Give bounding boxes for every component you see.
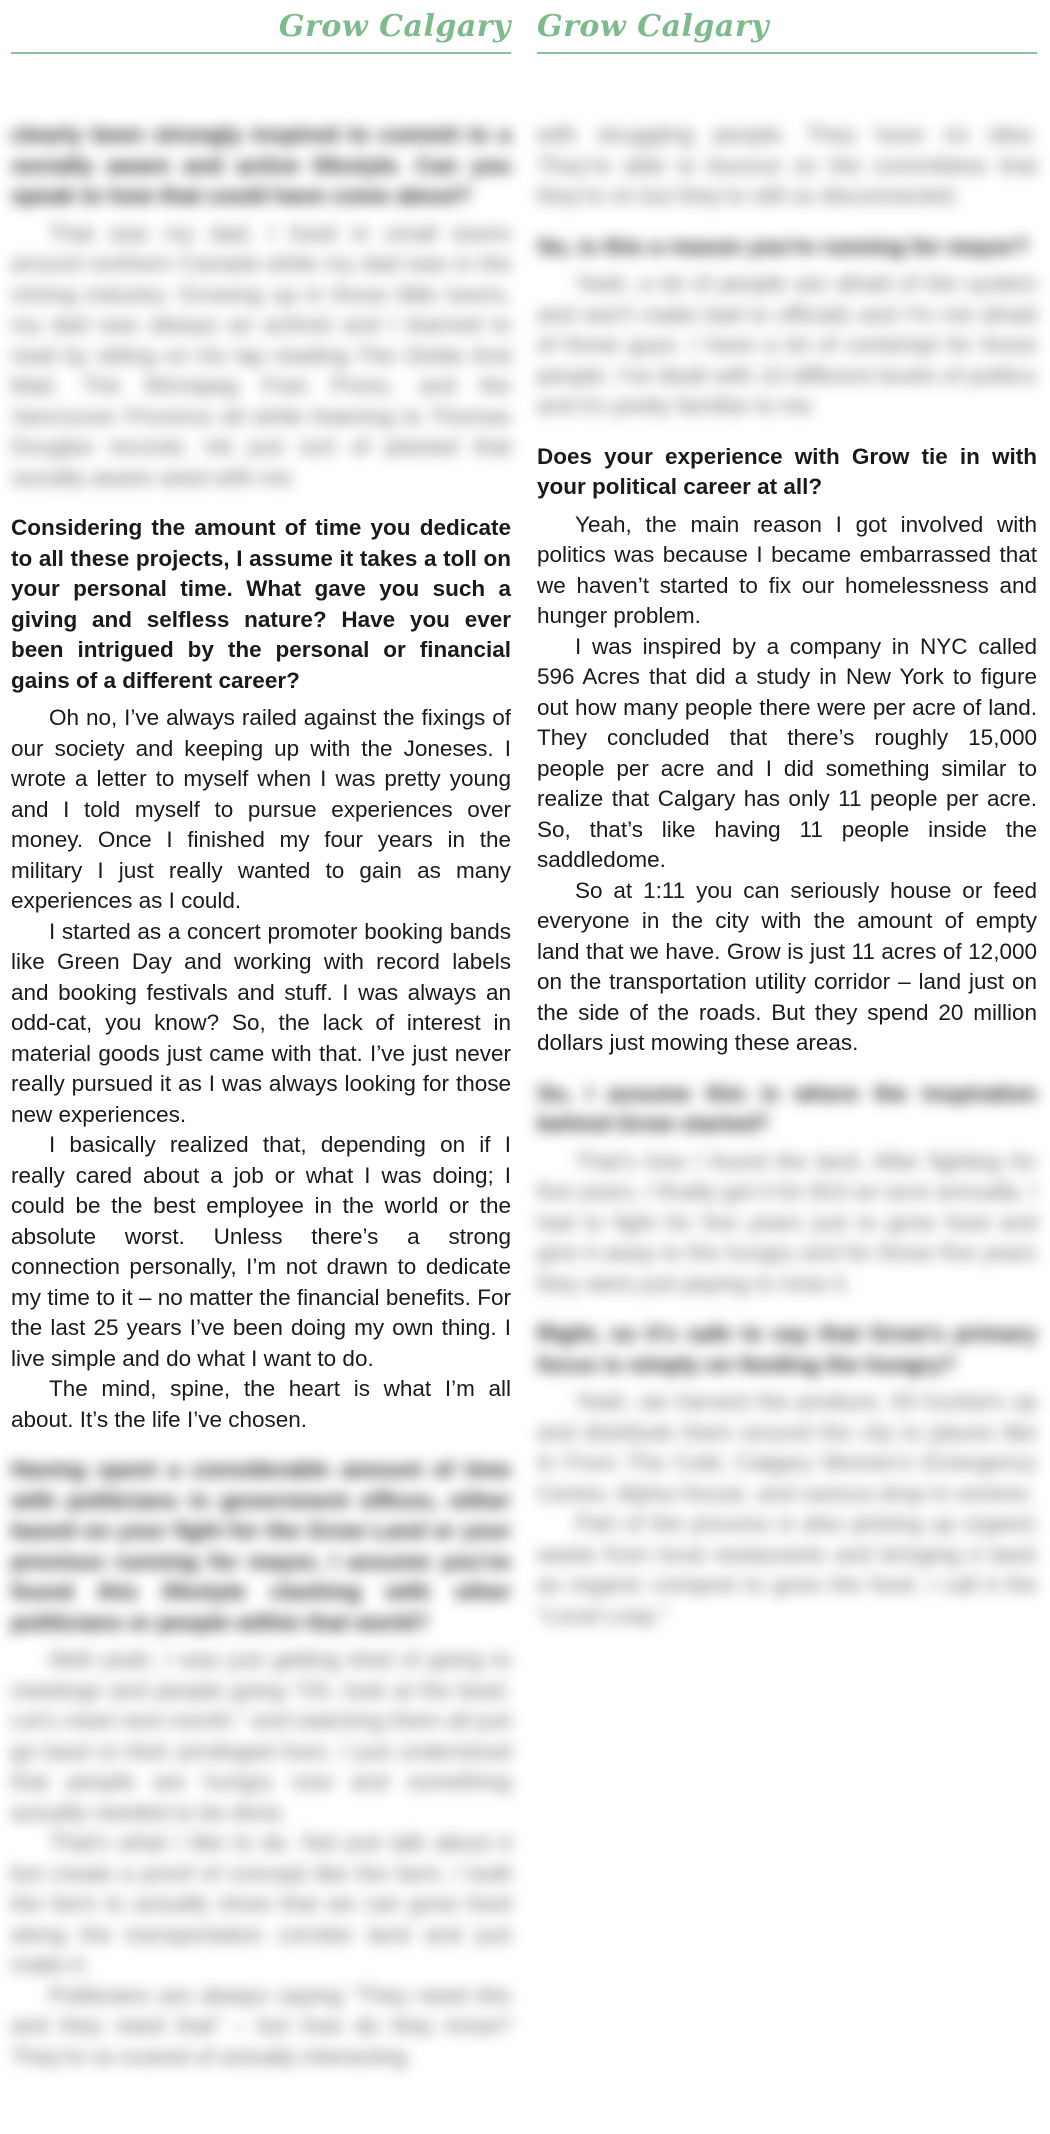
left-column: [11, 0, 511, 2072]
answer-paragraph: Oh no, I’ve always railed against the fixings of our society and keeping up with the Joneses. I wrote a letter to myself when I was pretty young and I told myself to pursue experiences over money. Once I finished my four years in the military I just really wanted to gain as many experiences as I could.: [11, 705, 511, 913]
answer-paragraph-blurred: That's what I like to do. Not just talk about it but create a proof of concept like the farm. I built the farm to actually show that we can grow food along the transportation corridor land and just make it.: [11, 1830, 511, 1977]
answer-paragraph-blurred: That was my dad, I lived in small towns around northern Canada while my dad was in the mining industry. Growing up in those little towns, my dad was always an activist and I learned to read by sitting on his lap reading The Globe And Mail, The Winnipeg Free Press, and the Vancouver Province all while listening to Thomas Douglas records. He just sort of planted that socially aware seed with me.: [11, 220, 511, 490]
left-body: [11, 54, 511, 2072]
qa-section-personal-time: [11, 513, 511, 1435]
question-blurred: Right, so it's safe to say that Grow's primary focus is simply on feeding the hungry?: [537, 1321, 1037, 1377]
answer-paragraph: I basically realized that, depending on if I really cared about a job or what I was doing; I could be the best employee in the world or the absolute worst. Unless there’s a strong connection personally, I’m not drawn to dedicate my time to it – no matter the financial benefits. For the last 25 years I’ve been doing my own thing. I live simple and do what I want to do.: [11, 1132, 511, 1371]
question-political-career: Does your experience with Grow tie in with your political career at all?: [537, 443, 1037, 499]
answer-paragraph: Yeah, the main reason I got involved with politics was because I became embarrassed that we haven’t started to fix our homelessness and hunger problem.: [537, 511, 1037, 628]
question-blurred: Having spent a considerable amount of time with politicians in government offices, either based on your fight for the Grow Land or your previous running for mayor, I assume you've found this lifestyle clashing with other politicians or people within that world?: [11, 1457, 511, 1635]
right-column: [537, 0, 1037, 1631]
page-header-right: [537, 0, 1037, 54]
header-title-left: Grow Calgary: [278, 9, 511, 44]
answer-paragraph: I started as a concert promoter booking bands like Green Day and working with record labels and booking festivals and stuff. I was always an odd-cat, you know? So, the lack of interest in material goods just came with that. I’ve just never really pursued it as I was always looking for those new experiences.: [11, 918, 511, 1127]
answer-paragraph-blurred: Yeah, a lot of people are afraid of the system and won't make bad to officials and I'm not afraid of those guys. I have a lot of contempt for those people. I've dealt with 10 different levels of politics and it's pretty familiar to me.: [537, 271, 1037, 418]
question-blurred: So, I assume this is where the inspiration behind Grow started?: [537, 1080, 1037, 1136]
answer-paragraph: I was inspired by a company in NYC called 596 Acres that did a study in New York to figure out how many people there were per acre of land. They concluded that there’s roughly 15,000 people per acre and I did something similar to realize that Calgary has only 11 people per acre. So, that’s like having 11 people inside the saddledome.: [537, 633, 1037, 872]
blurred-section-top-right: [537, 120, 1037, 422]
answer-paragraph-blurred: Yeah, we harvest the produce, 50 truckers up and distribute them around the city to places like In From The Cold, Calgary Women's Emergency Centre, Alpha House, and various drop in centres.: [537, 1389, 1037, 1506]
blurred-section-top-left: [11, 120, 511, 493]
answer-paragraph-blurred: with struggling people. They have no idea. They're able to bounce on the committees that they're on but they're still so disconnected.: [537, 122, 1037, 208]
page-header-left: [11, 0, 511, 54]
answer-paragraph-blurred: Politicians are always saying “They need this and they need that” – but how do they know? They're so scared of actually interacting: [11, 1982, 511, 2069]
answer-paragraph: The mind, spine, the heart is what I’m all about. It’s the life I’ve chosen.: [11, 1376, 511, 1432]
qa-section-political-career: [537, 442, 1037, 1059]
question-blurred: So, is this a reason you're running for mayor?: [537, 233, 1029, 259]
answer-paragraph-blurred: That's how I found the land. After fighting for five years, I finally got it for $10 an acre annually. I had to fight for five years just to grow food and give it away to the hungry and for those five years they were just paying to mow it.: [537, 1148, 1037, 1296]
right-body: [537, 54, 1037, 1631]
blurred-section-bottom-left: [11, 1455, 511, 2072]
header-title-right: Grow Calgary: [537, 9, 770, 44]
question-blurred: clearly been strongly inspired to commit to a socially aware and active lifestyle. Can you speak to how that could have come about?: [11, 122, 511, 208]
answer-paragraph-blurred: Part of the process is also picking up organic waste from local restaurants and bringing it back as organic compost to grow the food. I call it the “Local Loop.”: [537, 1511, 1037, 1628]
question-personal-time: Considering the amount of time you dedicate to all these projects, I assume it takes a toll on your personal time. What gave you such a giving and selfless nature? Have you ever been intrigued by the personal or financial gains of a different career?: [11, 515, 511, 693]
answer-paragraph: So at 1:11 you can seriously house or feed everyone in the city with the amount of empty land that we have. Grow is just 11 acres of 12,000 on the transportation utility corridor – land just on the side of the roads. But they spend 20 million dollars just mowing these areas.: [537, 877, 1037, 1055]
blurred-section-bottom-right: [537, 1079, 1037, 1632]
answer-paragraph-blurred: Well yeah, I was just getting tired of going to meetings and people going “Oh, look at the bowl. Let's meet next month.” and watching them all just go back to their privileged lives. I just understood that people are hungry now and something actually needed to be done.: [11, 1647, 511, 1825]
